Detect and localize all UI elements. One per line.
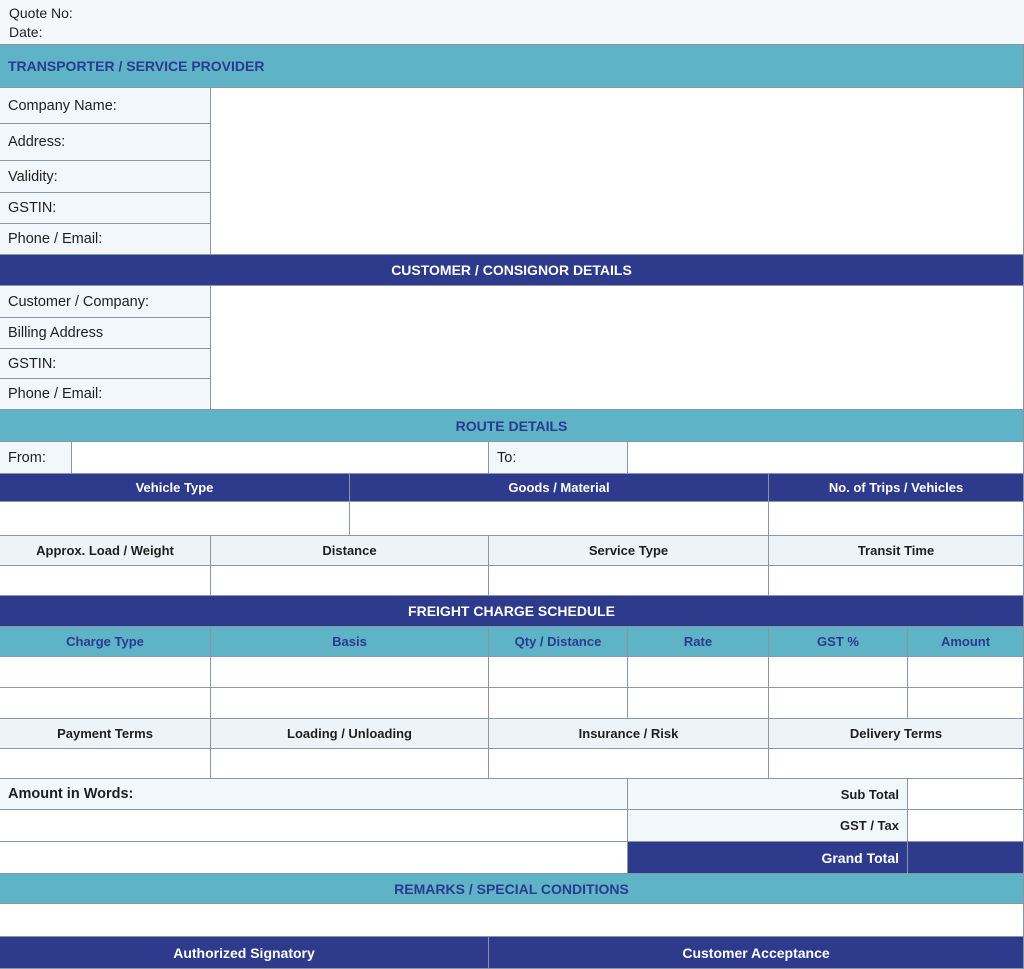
- vehicle-type-header: Vehicle Type: [0, 474, 350, 502]
- authorized-signatory: Authorized Signatory: [0, 937, 489, 969]
- distance-header: Distance: [211, 536, 489, 566]
- grand-total-field[interactable]: [908, 842, 1024, 874]
- payment-terms-header: Payment Terms: [0, 719, 211, 749]
- remarks-section-title: REMARKS / SPECIAL CONDITIONS: [0, 874, 1024, 904]
- service-type-header: Service Type: [489, 536, 769, 566]
- gst-tax-label: GST / Tax: [628, 810, 908, 842]
- loading-unloading-field[interactable]: [211, 749, 489, 779]
- table-row-cell[interactable]: [908, 688, 1024, 719]
- table-row-cell[interactable]: [908, 657, 1024, 688]
- table-row-cell[interactable]: [211, 657, 489, 688]
- date-label: Date:: [9, 24, 43, 40]
- customer-phone-email-label: Phone / Email:: [0, 379, 211, 410]
- approx-load-field[interactable]: [0, 566, 211, 596]
- gst-percent-header: GST %: [769, 627, 908, 657]
- table-row-cell[interactable]: [489, 688, 628, 719]
- goods-material-header: Goods / Material: [350, 474, 769, 502]
- route-section-title: ROUTE DETAILS: [0, 410, 1024, 442]
- trips-vehicles-header: No. of Trips / Vehicles: [769, 474, 1024, 502]
- transporter-section-title: TRANSPORTER / SERVICE PROVIDER: [0, 45, 1024, 88]
- table-row-cell[interactable]: [489, 657, 628, 688]
- charge-type-header: Charge Type: [0, 627, 211, 657]
- quote-no-label: Quote No:: [9, 5, 73, 21]
- table-row-cell[interactable]: [0, 688, 211, 719]
- from-field[interactable]: [72, 442, 489, 474]
- amount-header: Amount: [908, 627, 1024, 657]
- table-row-cell[interactable]: [769, 657, 908, 688]
- amount-in-words-field-2[interactable]: [0, 842, 628, 874]
- gstin-label: GSTIN:: [0, 193, 211, 224]
- amount-in-words-field[interactable]: [0, 810, 628, 842]
- qty-distance-header: Qty / Distance: [489, 627, 628, 657]
- billing-address-label: Billing Address: [0, 318, 211, 349]
- customer-details-field[interactable]: [211, 286, 1024, 410]
- table-row-cell[interactable]: [769, 688, 908, 719]
- to-field[interactable]: [628, 442, 1024, 474]
- service-type-field[interactable]: [489, 566, 769, 596]
- goods-material-field[interactable]: [350, 502, 769, 536]
- trips-vehicles-field[interactable]: [769, 502, 1024, 536]
- transit-time-field[interactable]: [769, 566, 1024, 596]
- vehicle-type-field[interactable]: [0, 502, 350, 536]
- freight-section-title: FREIGHT CHARGE SCHEDULE: [0, 596, 1024, 627]
- company-name-label: Company Name:: [0, 88, 211, 124]
- table-row-cell[interactable]: [0, 657, 211, 688]
- loading-unloading-header: Loading / Unloading: [211, 719, 489, 749]
- transporter-details-field[interactable]: [211, 88, 1024, 255]
- to-label: To:: [489, 442, 628, 474]
- table-row-cell[interactable]: [211, 688, 489, 719]
- table-row-cell[interactable]: [628, 688, 769, 719]
- gst-tax-field[interactable]: [908, 810, 1024, 842]
- sub-total-field[interactable]: [908, 779, 1024, 810]
- quote-header: [0, 0, 1024, 45]
- insurance-risk-field[interactable]: [489, 749, 769, 779]
- distance-field[interactable]: [211, 566, 489, 596]
- phone-email-label: Phone / Email:: [0, 224, 211, 255]
- amount-in-words-label: Amount in Words:: [0, 779, 628, 810]
- approx-load-header: Approx. Load / Weight: [0, 536, 211, 566]
- table-row-cell[interactable]: [628, 657, 769, 688]
- customer-acceptance: Customer Acceptance: [489, 937, 1024, 969]
- basis-header: Basis: [211, 627, 489, 657]
- customer-company-label: Customer / Company:: [0, 286, 211, 318]
- customer-gstin-label: GSTIN:: [0, 349, 211, 379]
- grand-total-label: Grand Total: [628, 842, 908, 874]
- from-label: From:: [0, 442, 72, 474]
- address-label: Address:: [0, 124, 211, 161]
- payment-terms-field[interactable]: [0, 749, 211, 779]
- insurance-risk-header: Insurance / Risk: [489, 719, 769, 749]
- rate-header: Rate: [628, 627, 769, 657]
- sub-total-label: Sub Total: [628, 779, 908, 810]
- validity-label: Validity:: [0, 161, 211, 193]
- customer-section-title: CUSTOMER / CONSIGNOR DETAILS: [0, 255, 1024, 286]
- transit-time-header: Transit Time: [769, 536, 1024, 566]
- remarks-field[interactable]: [0, 904, 1024, 937]
- delivery-terms-header: Delivery Terms: [769, 719, 1024, 749]
- delivery-terms-field[interactable]: [769, 749, 1024, 779]
